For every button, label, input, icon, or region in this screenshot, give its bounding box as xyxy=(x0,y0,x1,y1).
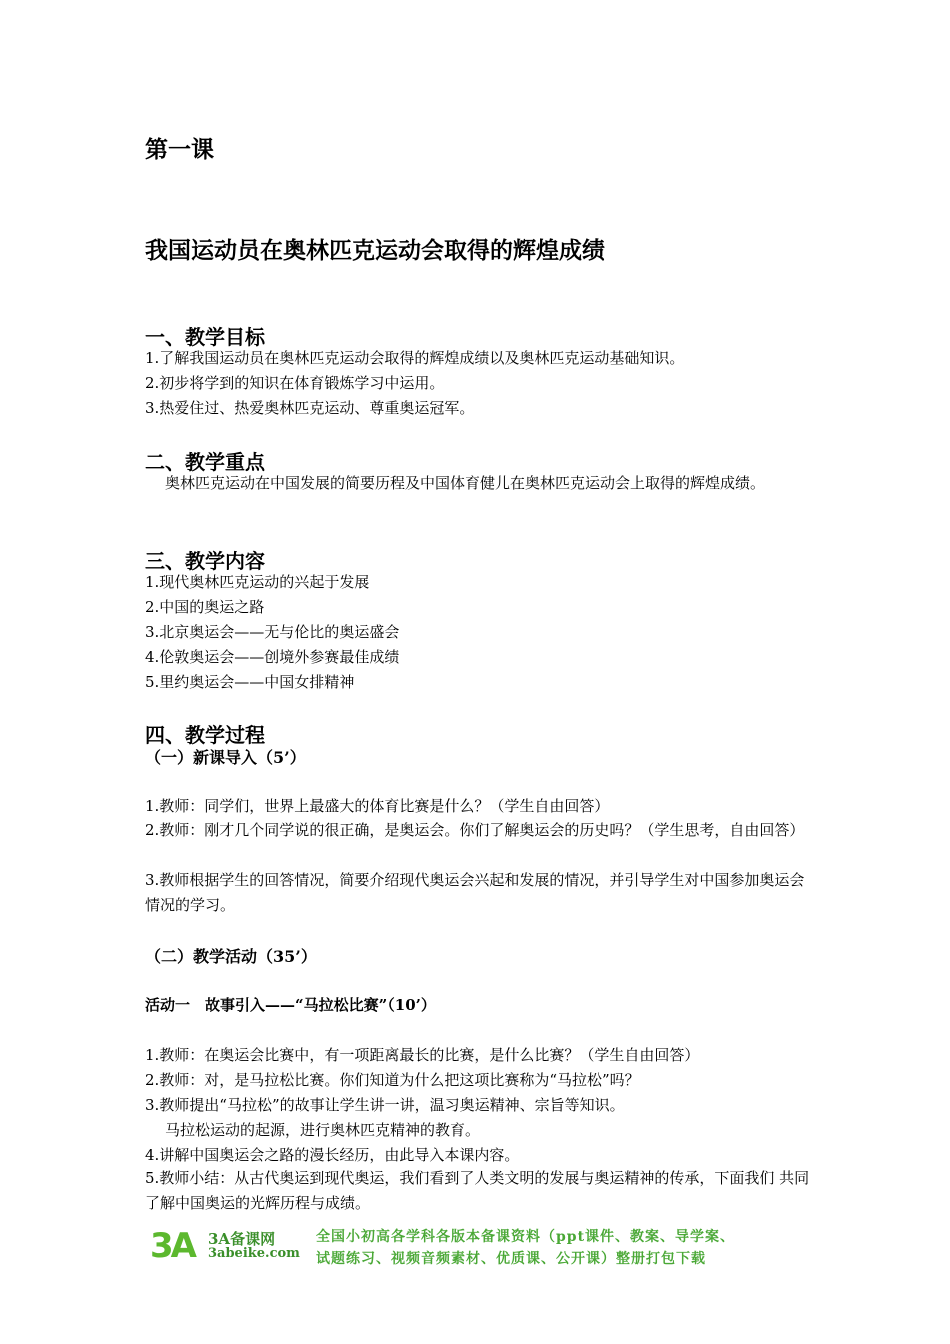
list-item: 3.热爱住过、热爱奥林匹克运动、尊重奥运冠军。 xyxy=(145,399,475,417)
section-heading-goals: 一、教学目标 xyxy=(145,325,265,349)
ad-text-line: 全国小初高各学科各版本备课资料（ppt课件、教案、导学案、 xyxy=(316,1229,736,1245)
list-item: 3.教师根据学生的回答情况，简要介绍现代奥运会兴起和发展的情况，并引导学生对中国参加奥运会情况的学习。 xyxy=(145,871,805,914)
page-title: 我国运动员在奥林匹克运动会取得的辉煌成绩 xyxy=(145,237,605,264)
list-item: 4.讲解中国奥运会之路的漫长经历，由此导入本课内容。 xyxy=(145,1146,520,1164)
site-url: 3abeike.com xyxy=(208,1246,300,1261)
lesson-heading: 第一课 xyxy=(145,136,214,163)
section-heading-process: 四、教学过程 xyxy=(145,723,265,747)
activity-heading: 活动一 故事引入——“马拉松比赛”（10’） xyxy=(145,996,436,1014)
section-heading-content: 三、教学内容 xyxy=(145,549,265,573)
list-item: 2.教师：对，是马拉松比赛。你们知道为什么把这项比赛称为“马拉松”吗？ xyxy=(145,1071,640,1089)
list-item: 1.教师：同学们，世界上最盛大的体育比赛是什么？（学生自由回答） xyxy=(145,797,610,815)
subsection-heading: （二）教学活动（35’） xyxy=(145,947,317,966)
list-item: 5.里约奥运会——中国女排精神 xyxy=(145,673,355,691)
logo-3a: 3A xyxy=(150,1226,194,1266)
list-item: 1.教师：在奥运会比赛中，有一项距离最长的比赛，是什么比赛？（学生自由回答） xyxy=(145,1046,700,1064)
list-item: 4.伦敦奥运会——创境外参赛最佳成绩 xyxy=(145,648,400,666)
footer-banner[interactable] xyxy=(150,1224,810,1270)
list-item: 2.中国的奥运之路 xyxy=(145,598,265,616)
paragraph: 奥林匹克运动在中国发展的简要历程及中国体育健儿在奥林匹克运动会上取得的辉煌成绩。 xyxy=(165,474,766,492)
list-item: 5.教师小结：从古代奥运到现代奥运，我们看到了人类文明的发展与奥运精神的传承，下面我们 共同了解中国奥运的光辉历程与成绩。 xyxy=(145,1169,810,1212)
subsection-heading: （一）新课导入（5’） xyxy=(145,748,306,767)
list-item: 1.现代奥林匹克运动的兴起于发展 xyxy=(145,573,370,591)
section-heading-focus: 二、教学重点 xyxy=(145,450,265,474)
list-item: 马拉松运动的起源，进行奥林匹克精神的教育。 xyxy=(165,1121,481,1139)
list-item: 2.教师：刚才几个同学说的很正确，是奥运会。你们了解奥运会的历史吗？（学生思考，自由回答） xyxy=(145,821,805,839)
site-name: 3A备课网 xyxy=(208,1230,276,1248)
list-item: 1.了解我国运动员在奥林匹克运动会取得的辉煌成绩以及奥林匹克运动基础知识。 xyxy=(145,349,685,367)
list-item: 2.初步将学到的知识在体育锻炼学习中运用。 xyxy=(145,374,445,392)
list-item: 3.北京奥运会——无与伦比的奥运盛会 xyxy=(145,623,400,641)
ad-text-line: 试题练习、视频音频素材、优质课、公开课）整册打包下载 xyxy=(316,1251,706,1267)
list-item: 3.教师提出“马拉松”的故事让学生讲一讲，温习奥运精神、宗旨等知识。 xyxy=(145,1096,625,1114)
